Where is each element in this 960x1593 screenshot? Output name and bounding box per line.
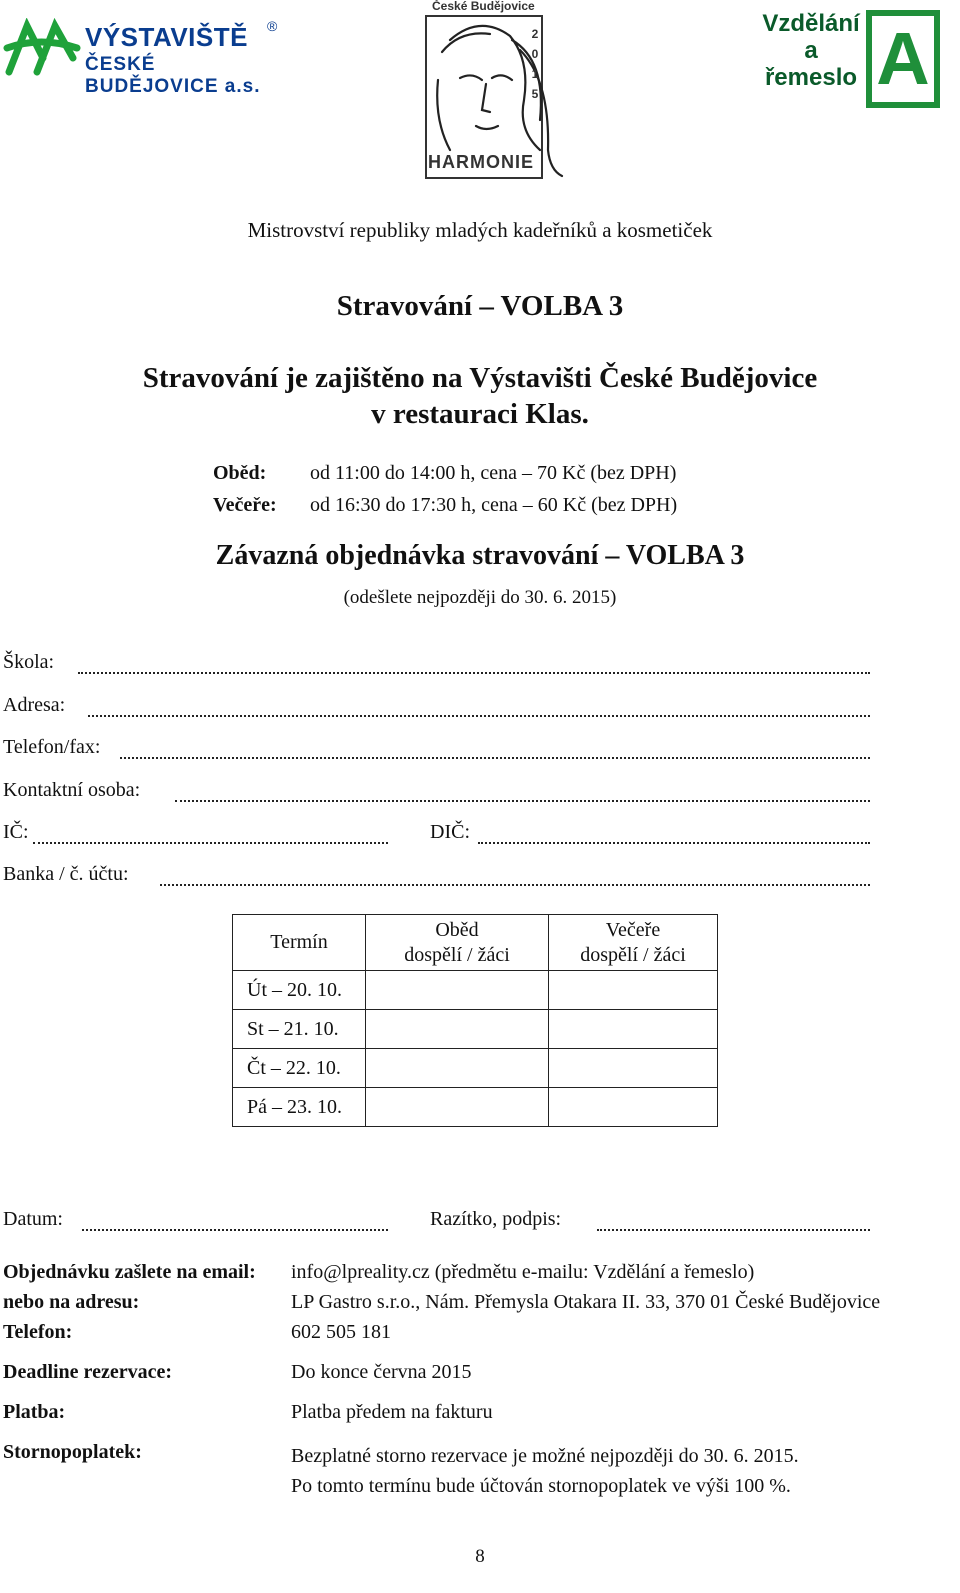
address-value: LP Gastro s.r.o., Nám. Přemysla Otakara II. 33, 370 01 České Budějovice <box>291 1291 881 1313</box>
obed-cell[interactable] <box>366 1088 549 1127</box>
meal-label: Večeře: <box>213 494 277 516</box>
vystaviste-logo-line1: VÝSTAVIŠTĚ <box>85 22 248 52</box>
kontakt-label: Kontaktní osoba: <box>3 779 141 801</box>
page-title: Stravování – VOLBA 3 <box>336 290 624 322</box>
venue-line2: v restauraci Klas. <box>371 398 589 430</box>
meal-times <box>213 457 677 521</box>
vecere-cell[interactable] <box>549 971 718 1010</box>
vecere-cell[interactable] <box>549 1049 718 1088</box>
header-obed-line1: Oběd <box>435 918 479 941</box>
payment-value: Platba předem na fakturu <box>291 1401 493 1423</box>
table-row <box>233 1049 718 1088</box>
storno-label: Stornopoplatek: <box>3 1441 142 1463</box>
razitko-label: Razítko, podpis: <box>430 1208 562 1230</box>
meal-row <box>213 489 677 521</box>
header-termin: Termín <box>233 915 366 971</box>
ic-label: IČ: <box>3 821 29 843</box>
order-title: Závazná objednávka stravování – VOLBA 3 <box>215 540 745 571</box>
dic-label: DIČ: <box>430 821 470 843</box>
storno-line1: Bezplatné storno rezervace je možné nejpozději do 30. 6. 2015. <box>291 1445 799 1467</box>
email-label: Objednávku zašlete na email: <box>3 1261 256 1283</box>
venue-line1: Stravování je zajištěno na Výstavišti České Budějovice <box>142 362 818 394</box>
harmonie-logo <box>420 0 570 182</box>
vzdelani-logo <box>760 10 942 110</box>
skola-field[interactable] <box>78 672 870 674</box>
dic-field[interactable] <box>478 842 870 844</box>
header-vecere <box>549 915 718 971</box>
vystaviste-logo-line2: ČESKÉ BUDĚJOVICE a.s. <box>85 54 261 97</box>
vystaviste-mark-icon <box>3 18 81 78</box>
year-digit: 1 <box>531 67 539 81</box>
adresa-field[interactable] <box>88 715 870 717</box>
table-row <box>233 971 718 1010</box>
vecere-cell[interactable] <box>549 1088 718 1127</box>
telefon-label: Telefon/fax: <box>3 736 101 758</box>
obed-cell[interactable] <box>366 971 549 1010</box>
meal-label: Oběd: <box>213 462 267 484</box>
a-letter-icon: A <box>876 17 930 100</box>
year-digit: 2 <box>531 27 539 41</box>
harmonie-name: HARMONIE <box>428 152 534 172</box>
vzdelani-line3: řemeslo <box>764 64 858 91</box>
deadline-value: Do konce června 2015 <box>291 1361 472 1383</box>
datum-label: Datum: <box>3 1208 63 1230</box>
banka-field[interactable] <box>160 884 870 886</box>
header-obed-line2: dospělí / žáci <box>404 943 510 966</box>
vzdelani-line2: a <box>804 37 818 64</box>
vzdelani-mark <box>866 10 940 108</box>
obed-cell[interactable] <box>366 1049 549 1088</box>
kontakt-field[interactable] <box>175 800 870 802</box>
adresa-label: Adresa: <box>3 694 66 716</box>
meal-text: od 11:00 do 14:00 h, cena – 70 Kč (bez DPH) <box>310 462 677 484</box>
year-digit: 0 <box>531 47 539 61</box>
meal-order-table <box>232 914 718 1127</box>
address-label: nebo na adresu: <box>3 1291 140 1313</box>
venue-text <box>0 360 960 432</box>
year-digit: 5 <box>531 87 539 101</box>
vystaviste-logo <box>3 16 283 97</box>
header-vecere-line2: dospělí / žáci <box>580 943 686 966</box>
header-vecere-line1: Večeře <box>605 918 661 941</box>
storno-value <box>291 1441 799 1501</box>
payment-label: Platba: <box>3 1401 66 1423</box>
row-date: Út – 20. 10. <box>233 971 366 1010</box>
banka-label: Banka / č. účtu: <box>3 863 129 885</box>
event-name: Mistrovství republiky mladých kadeřníků a kosmetiček <box>247 218 713 242</box>
row-date: Čt – 22. 10. <box>233 1049 366 1088</box>
meal-text: od 16:30 do 17:30 h, cena – 60 Kč (bez DPH) <box>310 494 678 516</box>
razitko-field[interactable] <box>597 1229 870 1231</box>
phone-value: 602 505 181 <box>291 1321 391 1343</box>
meal-row <box>213 457 677 489</box>
header-obed <box>366 915 549 971</box>
obed-cell[interactable] <box>366 1010 549 1049</box>
order-deadline: (odešlete nejpozději do 30. 6. 2015) <box>343 587 617 608</box>
vecere-cell[interactable] <box>549 1010 718 1049</box>
table-row <box>233 1088 718 1127</box>
datum-field[interactable] <box>82 1229 388 1231</box>
vzdelani-line1: Vzdělání <box>762 10 860 37</box>
harmonie-city: České Budějovice <box>432 0 535 13</box>
row-date: Pá – 23. 10. <box>233 1088 366 1127</box>
vzdelani-text <box>760 10 862 91</box>
registered-mark: ® <box>267 18 278 34</box>
deadline-label: Deadline rezervace: <box>3 1361 172 1383</box>
storno-line2: Po tomto termínu bude účtován stornopoplatek ve výši 100 %. <box>291 1475 791 1497</box>
row-date: St – 21. 10. <box>233 1010 366 1049</box>
telefon-field[interactable] <box>120 757 870 759</box>
table-row <box>233 1010 718 1049</box>
ic-field[interactable] <box>33 842 388 844</box>
harmonie-year <box>528 24 542 104</box>
skola-label: Škola: <box>3 651 55 673</box>
phone-label: Telefon: <box>3 1321 73 1343</box>
table-header-row <box>233 915 718 971</box>
email-value[interactable]: info@lpreality.cz (předmětu e-mailu: Vzdělání a řemeslo) <box>291 1261 755 1283</box>
page-number: 8 <box>475 1546 485 1567</box>
